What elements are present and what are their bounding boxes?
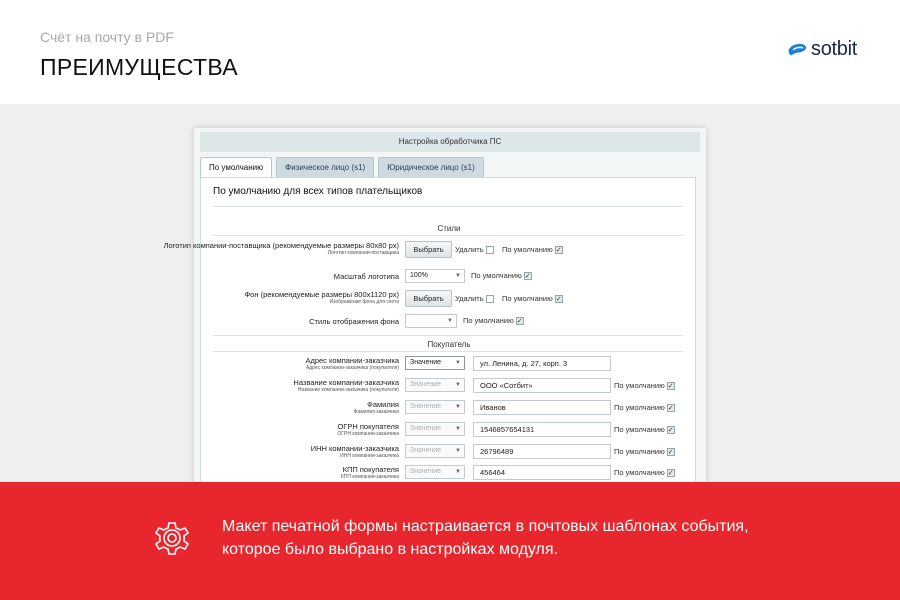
settings-panel [163, 128, 706, 488]
buyer-address-input[interactable]: ул. Ленина, д. 27, корп. 3 [473, 356, 611, 371]
default-checkbox[interactable]: ✓ [667, 448, 674, 456]
default-bgstyle-checkbox[interactable]: ✓ [516, 317, 523, 325]
banner-line: которое было выбрано в настройках модуля. [222, 541, 558, 558]
field-label: ИНН компании-заказчика ИНН компании-заказчика [310, 444, 399, 459]
default-background-checkbox[interactable]: ✓ [555, 295, 562, 303]
default-scale-checkbox[interactable]: ✓ [524, 272, 531, 280]
section-title: По умолчанию для всех типов плательщиков [213, 186, 423, 197]
default-option[interactable]: По умолчанию ✓ [614, 381, 674, 390]
source-select[interactable]: Значение ▼ [405, 378, 465, 392]
field-label: Фамилия Фамилия заказчика [353, 400, 399, 415]
tab-default[interactable]: По умолчанию [200, 157, 272, 178]
delete-background-checkbox[interactable] [486, 295, 494, 303]
default-option[interactable]: По умолчанию ✓ [614, 468, 674, 477]
source-select[interactable]: Значение ▼ [405, 356, 465, 370]
default-checkbox[interactable]: ✓ [667, 404, 674, 412]
choose-logo-button[interactable]: Выбрать [405, 241, 452, 258]
delete-logo-option[interactable]: Удалить [455, 245, 494, 254]
field-label: Логотип компании-поставщика (рекомендуемые размеры 80x80 px) Логотип компании-поставщика [163, 241, 399, 256]
field-label: Масштаб логотипа [333, 272, 399, 281]
buyer-lastname-row [201, 400, 697, 420]
sotbit-logo [786, 38, 857, 61]
group-label-buyer: Покупатель [427, 340, 471, 349]
field-label: КПП покупателя КПП компании-заказчика [340, 465, 399, 480]
tab-individual[interactable]: Физическое лицо (s1) [276, 157, 374, 177]
panel-header: Настройка обработчика ПС [200, 132, 700, 152]
banner-line: Макет печатной формы настраивается в почтовых шаблонах события, [222, 518, 749, 535]
chevron-down-icon: ▼ [455, 360, 461, 366]
default-logo-option[interactable]: По умолчанию ✓ [502, 245, 562, 254]
page-title: ПРЕИМУЩЕСТВА [40, 54, 238, 80]
source-select[interactable]: Значение ▼ [405, 422, 465, 436]
delete-logo-checkbox[interactable] [486, 246, 494, 254]
default-background-option[interactable]: По умолчанию ✓ [502, 294, 562, 303]
source-select[interactable]: Значение ▼ [405, 465, 465, 479]
chevron-down-icon: ▼ [455, 469, 461, 475]
chevron-down-icon: ▼ [455, 404, 461, 410]
logo-row [163, 241, 697, 261]
chevron-down-icon: ▼ [455, 448, 461, 454]
tab-bar [200, 157, 488, 177]
source-select[interactable]: Значение ▼ [405, 444, 465, 458]
default-checkbox[interactable]: ✓ [667, 426, 674, 434]
delete-background-option[interactable]: Удалить [455, 294, 494, 303]
group-label-styles: Стили [437, 224, 461, 233]
default-checkbox[interactable]: ✓ [667, 382, 674, 390]
field-label: ОГРН покупателя ОГРН компании-заказчика [337, 422, 399, 437]
choose-background-button[interactable]: Выбрать [405, 290, 452, 307]
field-label: Фон (рекомендуемые размеры 800x1120 px) Изображение фона для счета [244, 290, 399, 305]
field-label: Стиль отображения фона [309, 317, 399, 326]
banner-text [222, 515, 749, 561]
default-option[interactable]: По умолчанию ✓ [614, 403, 674, 412]
chevron-down-icon: ▼ [455, 273, 461, 279]
default-option[interactable]: По умолчанию ✓ [614, 447, 674, 456]
field-label: Адрес компании-заказчика Адрес компании-заказчика (покупателя) [305, 356, 399, 371]
logo-scale-row [201, 269, 697, 289]
chevron-down-icon: ▼ [455, 426, 461, 432]
logo-scale-select[interactable]: 100% ▼ [405, 269, 465, 283]
default-bgstyle-option[interactable]: По умолчанию ✓ [463, 316, 523, 325]
buyer-inn-row [201, 444, 697, 464]
buyer-address-row [201, 356, 697, 376]
default-scale-option[interactable]: По умолчанию ✓ [471, 271, 531, 280]
divider [213, 351, 683, 352]
buyer-ogrn-row [201, 422, 697, 442]
page-subtitle: Счёт на почту в PDF [40, 29, 174, 45]
default-checkbox[interactable]: ✓ [667, 469, 674, 477]
background-row [201, 290, 697, 310]
background-style-row [201, 314, 697, 334]
buyer-lastname-input[interactable]: Иванов [473, 400, 611, 415]
source-select[interactable]: Значение ▼ [405, 400, 465, 414]
header [0, 0, 900, 104]
chevron-down-icon: ▼ [447, 318, 453, 324]
buyer-inn-input[interactable]: 26796489 [473, 444, 611, 459]
chevron-down-icon: ▼ [455, 382, 461, 388]
tab-legal-entity[interactable]: Юридическое лицо (s1) [378, 157, 484, 177]
background-style-select[interactable] [405, 314, 457, 328]
buyer-company-input[interactable]: ООО «Сотбит» [473, 378, 611, 393]
default-logo-checkbox[interactable]: ✓ [555, 246, 562, 254]
logo-text: sotbit [811, 38, 858, 60]
divider [213, 335, 683, 336]
divider [213, 235, 683, 236]
gear-icon [151, 517, 193, 559]
buyer-ogrn-input[interactable]: 1546857654131 [473, 422, 611, 437]
default-option[interactable]: По умолчанию ✓ [614, 425, 674, 434]
tab-content [163, 177, 696, 497]
buyer-kpp-input[interactable]: 456464 [473, 465, 611, 480]
sotbit-logo-icon [786, 41, 808, 59]
buyer-company-row [201, 378, 697, 398]
divider [213, 206, 683, 207]
field-label: Название компании-заказчика Название компании-заказчика (покупателя) [293, 378, 399, 393]
